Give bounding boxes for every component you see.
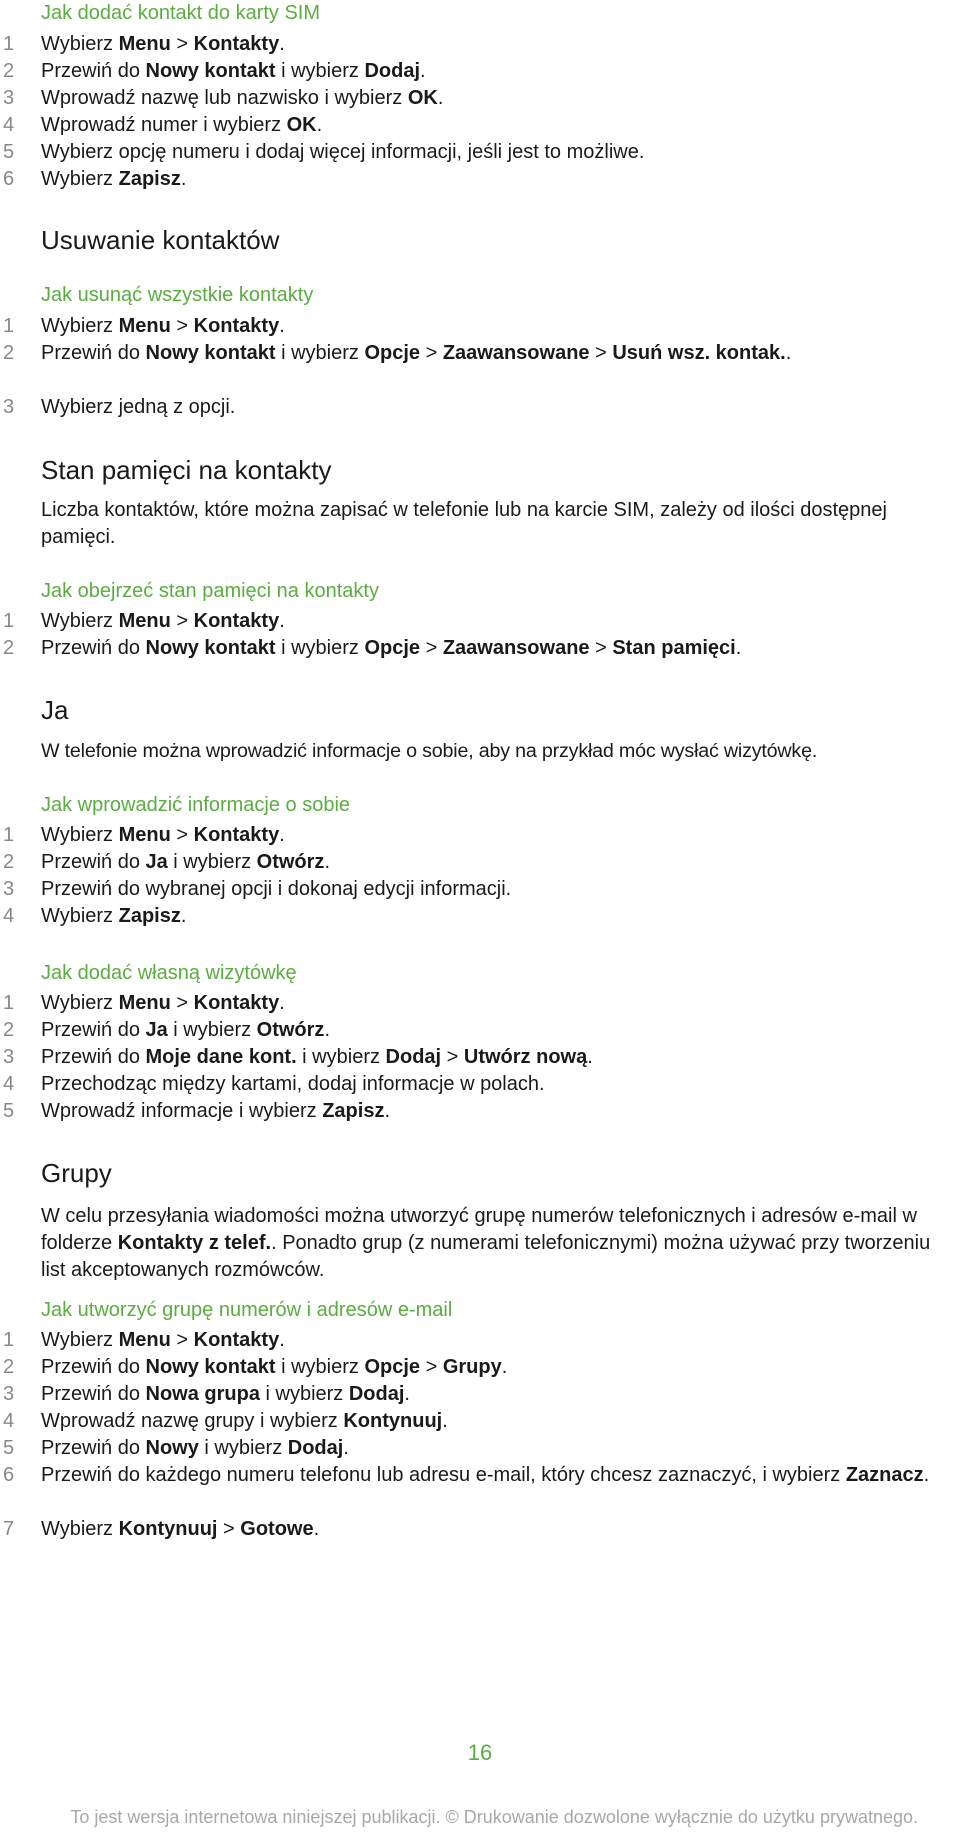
- step-text: Wybierz Menu > Kontakty.: [41, 315, 285, 337]
- step-text: Przewiń do Nowy kontakt i wybierz Opcje > Zaawansowane > Stan pamięci.: [41, 637, 742, 659]
- step-text: Przewiń do Ja i wybierz Otwórz.: [41, 1019, 330, 1041]
- step-text: Wybierz Menu > Kontakty.: [41, 1329, 285, 1351]
- step-number: 4: [3, 1410, 15, 1432]
- heading-add-contact-sim: Jak dodać kontakt do karty SIM: [41, 2, 321, 24]
- step-number: 7: [3, 1518, 15, 1540]
- step-text: Wybierz Menu > Kontakty.: [41, 610, 285, 632]
- step-number: 2: [3, 1019, 15, 1041]
- step-text: Wybierz Zapisz.: [41, 905, 187, 927]
- step-number: 1: [3, 1329, 15, 1351]
- paragraph-memory: Liczba kontaktów, które można zapisać w telefonie lub na karcie SIM, zależy od ilości dostępnej pamięci.: [41, 499, 887, 548]
- step-number: 2: [3, 342, 15, 364]
- section-title-me: Ja: [41, 695, 69, 725]
- step-text: Wprowadź numer i wybierz OK.: [41, 114, 323, 136]
- step-text: Przewiń do Nowy kontakt i wybierz Opcje > Zaawansowane > Usuń wsz. kontak..: [41, 342, 792, 364]
- step-number: 1: [3, 33, 15, 55]
- step-number: 5: [3, 1100, 15, 1122]
- step-number: 1: [3, 824, 15, 846]
- step-number: 1: [3, 315, 15, 337]
- step-text: Przewiń do wybranej opcji i dokonaj edycji informacji.: [41, 878, 512, 900]
- step-text: Wybierz Menu > Kontakty.: [41, 992, 285, 1014]
- step-number: 1: [3, 992, 15, 1014]
- section-title-delete: Usuwanie kontaktów: [41, 225, 280, 255]
- step-text: Wybierz Zapisz.: [41, 168, 187, 190]
- step-number: 3: [3, 1046, 15, 1068]
- step-number: 6: [3, 168, 15, 190]
- step-text: Wybierz Kontynuuj > Gotowe.: [41, 1518, 320, 1540]
- heading-add-card: Jak dodać własną wizytówkę: [41, 962, 297, 984]
- step-number: 2: [3, 637, 15, 659]
- step-text: Przewiń do Nowy kontakt i wybierz Dodaj.: [41, 60, 426, 82]
- step-text: Wybierz Menu > Kontakty.: [41, 824, 285, 846]
- step-number: 4: [3, 905, 15, 927]
- step-number: 3: [3, 396, 15, 418]
- step-number: 4: [3, 114, 15, 136]
- step-text: Wybierz opcję numeru i dodaj więcej informacji, jeśli jest to możliwe.: [41, 141, 645, 163]
- step-text: Przechodząc między kartami, dodaj informacje w polach.: [41, 1073, 545, 1095]
- paragraph-me: W telefonie można wprowadzić informacje o sobie, aby na przykład móc wysłać wizytówkę.: [41, 740, 818, 762]
- step-number: 2: [3, 851, 15, 873]
- step-number: 6: [3, 1464, 15, 1486]
- step-text: Wybierz jedną z opcji.: [41, 396, 236, 418]
- heading-enter-info: Jak wprowadzić informacje o sobie: [41, 794, 351, 816]
- step-text: Przewiń do Ja i wybierz Otwórz.: [41, 851, 330, 873]
- step-text: Przewiń do każdego numeru telefonu lub adresu e-mail, który chcesz zaznaczyć, i wybierz Zaznacz.: [41, 1464, 930, 1486]
- step-number: 3: [3, 878, 15, 900]
- step-number: 5: [3, 1437, 15, 1459]
- step-text: Wprowadź nazwę lub nazwisko i wybierz OK.: [41, 87, 444, 109]
- page-number: 16: [467, 1740, 493, 1765]
- step-text: Wybierz Menu > Kontakty.: [41, 33, 285, 55]
- heading-view-memory: Jak obejrzeć stan pamięci na kontakty: [41, 580, 379, 602]
- paragraph-groups: W celu przesyłania wiadomości można utworzyć grupę numerów telefonicznych i adresów e-mail w folderze Kontakty z telef.. Ponadto grup (z numerami telefonicznymi) można używać przy tworzeniu list akceptowanych rozmówców.: [41, 1205, 931, 1281]
- step-text: Przewiń do Nowa grupa i wybierz Dodaj.: [41, 1383, 410, 1405]
- step-number: 3: [3, 1383, 15, 1405]
- step-number: 4: [3, 1073, 15, 1095]
- step-number: 1: [3, 610, 15, 632]
- heading-delete-all: Jak usunąć wszystkie kontakty: [41, 284, 314, 306]
- step-text: Wprowadź informacje i wybierz Zapisz.: [41, 1100, 391, 1122]
- section-title-groups: Grupy: [41, 1158, 112, 1188]
- step-text: Przewiń do Nowy i wybierz Dodaj.: [41, 1437, 349, 1459]
- step-text: Wprowadź nazwę grupy i wybierz Kontynuuj.: [41, 1410, 448, 1432]
- step-text: Przewiń do Nowy kontakt i wybierz Opcje > Grupy.: [41, 1356, 508, 1378]
- section-title-memory: Stan pamięci na kontakty: [41, 455, 332, 485]
- step-number: 5: [3, 141, 15, 163]
- footer-notice: To jest wersja internetowa niniejszej publikacji. © Drukowanie dozwolone wyłącznie do użytku prywatnego.: [70, 1807, 918, 1827]
- step-text: Przewiń do Moje dane kont. i wybierz Dodaj > Utwórz nową.: [41, 1046, 593, 1068]
- step-number: 3: [3, 87, 15, 109]
- heading-create-group: Jak utworzyć grupę numerów i adresów e-mail: [41, 1299, 453, 1321]
- step-number: 2: [3, 60, 15, 82]
- step-number: 2: [3, 1356, 15, 1378]
